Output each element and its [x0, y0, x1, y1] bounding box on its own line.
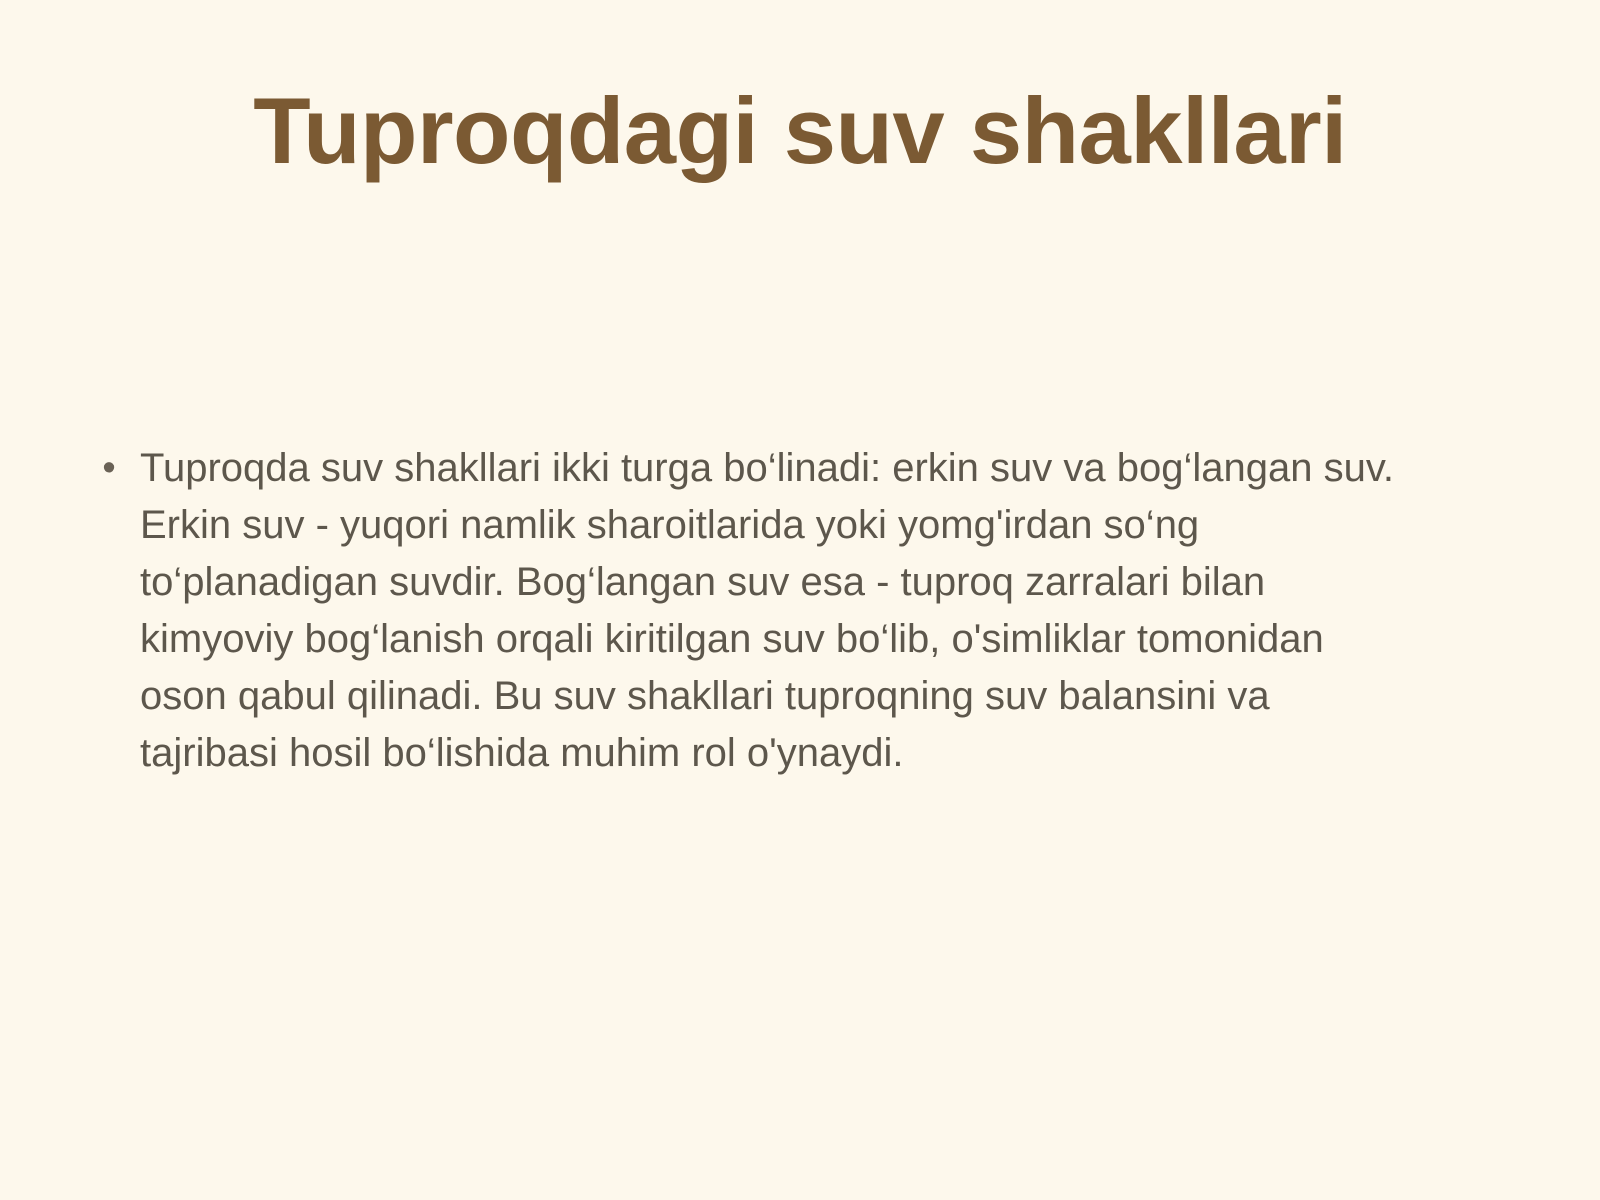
list-item — [78, 440, 1478, 782]
slide-body — [78, 440, 1478, 782]
list-item-text: Tuproqda suv shakllari ikki turga bo‘linadi: erkin suv va bog‘langan suv. Erkin suv - yuqori namlik sharoitlarida yoki yomg'irdan so‘ng to‘planadigan suvdir. Bog‘langan suv esa - tuproq zarralari bilan kimyoviy bog‘lanish orqali kiritilgan suv bo‘lib, o'simliklar tomonidan oson qabul qilinadi. Bu suv shakllari tuproqning suv balansini va tajribasi hosil bo‘lishida muhim rol o'ynaydi. — [140, 446, 1395, 775]
bullet-marker-icon: • — [102, 447, 116, 489]
page-title: Tuproqdagi suv shakllari — [253, 78, 1347, 183]
